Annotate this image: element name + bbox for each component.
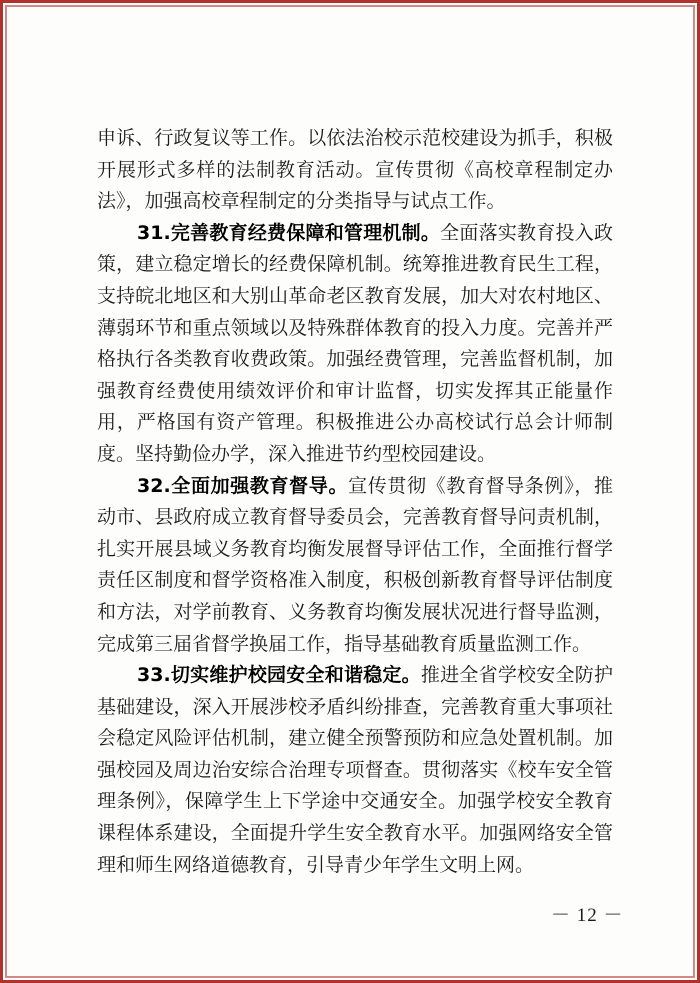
page-number: － 12 － [551, 905, 624, 926]
section-33-body: 推进全省学校安全防护基础建设，深入开展涉校矛盾纠纷排查，完善教育重大事项社会稳定风险评估机制，建立健全预警预防和应急处置机制。加强校园及周边治安综合治理专项督查。贯彻落实《校车安全管理条例》，保障学生上下学途中交通安全。加强学校安全教育课程体系建设，全面提升学生安全教育水平。加强网络安全管理和师生网络道德教育，引导青少年学生文明上网。 [97, 664, 613, 876]
document-body [97, 123, 613, 881]
section-32-heading: 32.全面加强教育督导。 [137, 474, 349, 497]
section-31-heading: 31.完善教育经费保障和管理机制。 [137, 221, 441, 244]
section-31-body: 全面落实教育投入政策，建立稳定增长的经费保障机制。统筹推进教育民生工程，支持皖北地区和大别山革命老区教育发展，加大对农村地区、薄弱环节和重点领域以及特殊群体教育的投入力度。完善并严格执行各类教育收费政策。加强经费管理，完善监督机制，加强教育经费使用绩效评价和审计监督，切实发挥其正能量作用，严格国有资产管理。积极推进公办高校试行总会计师制度。坚持勤俭办学，深入推进节约型校园建设。 [97, 221, 613, 465]
section-33-paragraph [97, 660, 613, 881]
intro-paragraph: 申诉、行政复议等工作。以依法治校示范校建设为抓手，积极开展形式多样的法制教育活动。宣传贯彻《高校章程制定办法》，加强高校章程制定的分类指导与试点工作。 [97, 127, 613, 213]
section-32-paragraph [97, 471, 613, 661]
section-33-heading: 33.切实维护校园安全和谐稳定。 [137, 664, 421, 687]
section-31-paragraph [97, 218, 613, 471]
section-32-body: 宣传贯彻《教育督导条例》，推动市、县政府成立教育督导委员会，完善教育督导问责机制，扎实开展县域义务教育均衡发展督导评估工作，全面推行督学责任区制度和督学资格准入制度，积极创新教育督导评估制度和方法，对学前教育、义务教育均衡发展状况进行督导监测，完成第三届省督学换届工作，指导基础教育质量监测工作。 [97, 474, 613, 655]
